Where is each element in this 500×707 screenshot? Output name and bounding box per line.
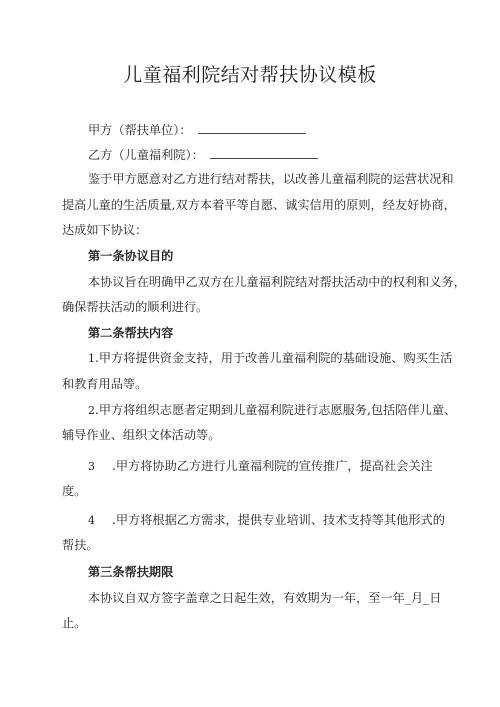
item-text: .甲方将组织志愿者定期到儿童福利院进行志愿服务,包括陪伴儿童、 xyxy=(95,403,457,417)
party-b-line xyxy=(88,146,318,163)
article3-heading: 第三条帮扶期限 xyxy=(88,565,174,579)
party-a-blank[interactable] xyxy=(198,121,306,134)
intro-line-2: 提高儿童的生活质量,双方本着平等自愿、诚实信用的原则，经友好协商， xyxy=(62,198,456,212)
article2-item-2-line-2: 辅导作业、组织文体活动等。 xyxy=(62,428,221,442)
item-text: .甲方将根据乙方需求，提供专业培训、技术支持等其他形式的 xyxy=(112,513,445,527)
article3-line-1: 本协议自双方签字盖章之日起生效，有效期为一年，至一年_月_日 xyxy=(88,591,442,605)
party-b-label: 乙方（儿童福利院）： xyxy=(88,148,204,162)
article1-line-2: 确保帮扶活动的顺利进行。 xyxy=(62,300,209,314)
intro-line-3: 达成如下协议： xyxy=(62,223,148,237)
document-title: 儿童福利院结对帮扶协议模板 xyxy=(123,64,377,86)
article1-heading: 第一条协议目的 xyxy=(88,249,174,263)
article1-line-1: 本协议旨在明确甲乙双方在儿童福利院结对帮扶活动中的权利和义务， xyxy=(88,275,466,289)
item-text: .甲方将协助乙方进行儿童福利院的宣传推广，提高社会关注 xyxy=(112,459,433,473)
party-a-line xyxy=(88,121,306,138)
item-number: 4 xyxy=(88,514,95,527)
article2-item-2-line-1 xyxy=(88,402,456,419)
item-text: .甲方将提供资金支持，用于改善儿童福利院的基础设施、购买生活 xyxy=(95,351,453,365)
article2-item-1-line-1 xyxy=(88,350,452,367)
article2-heading: 第二条帮扶内容 xyxy=(88,326,174,340)
party-b-blank[interactable] xyxy=(210,146,318,159)
item-number: 2 xyxy=(88,404,95,417)
article2-item-4-line-2: 帮扶。 xyxy=(62,538,99,552)
party-a-label: 甲方（帮扶单位）： xyxy=(88,123,192,137)
intro-line-1: 鉴于甲方愿意对乙方进行结对帮扶，以改善儿童福利院的运营状况和 xyxy=(88,172,454,186)
article2-item-1-line-2: 和教育用品等。 xyxy=(62,377,148,391)
article2-item-3-line-2: 度。 xyxy=(62,484,87,498)
item-number: 3 xyxy=(88,460,95,473)
article3-line-2: 止。 xyxy=(62,616,87,630)
article2-item-4-line-1 xyxy=(88,512,445,529)
article2-item-3-line-1 xyxy=(88,458,433,475)
item-number: 1 xyxy=(88,352,95,365)
